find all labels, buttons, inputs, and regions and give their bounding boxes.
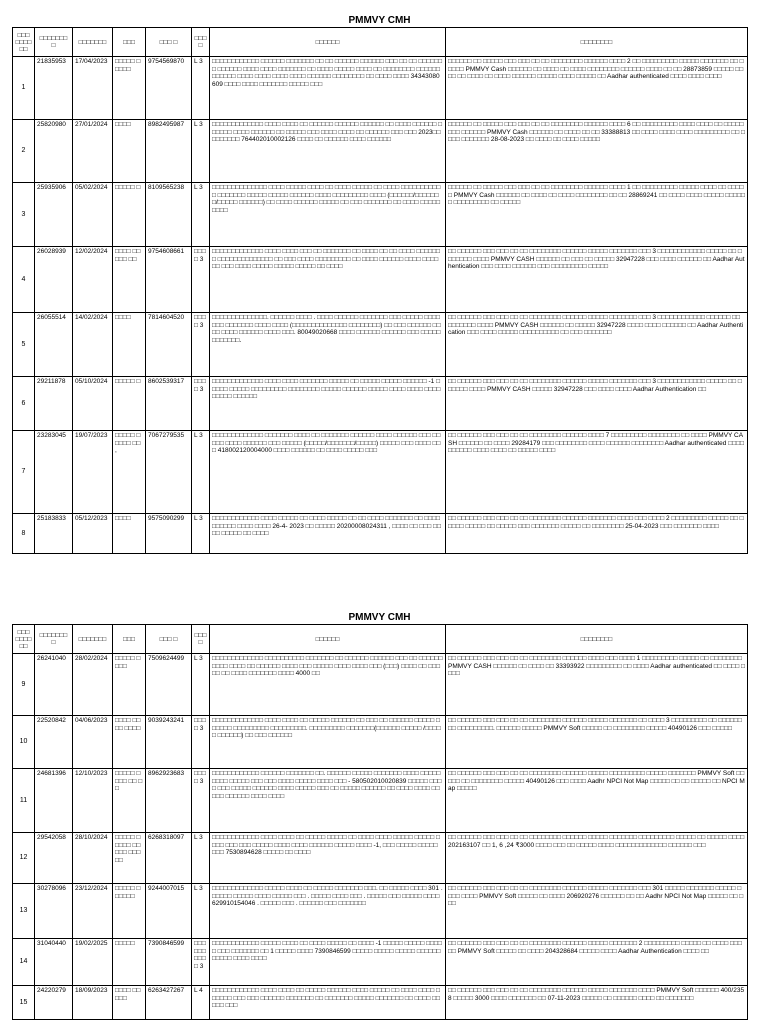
row-level: □□□ □ 3 bbox=[192, 377, 210, 431]
row-detail-text: □□□□□□□□□□□□ □□□□□□ □□□□□□□ □□. □□□□□□ □□□□□ □□□□□□□ □□□□ □□□□□ □□□□ □□□□□ □□□ □□□ □□□□ □□□□□ □□□□ □□□ - 580502010020839 □□□□□ □□□□ □□□ □□□□□ □□□□□□ □□□□ □□□□□ □□□ □□ □□□□□ □□□□□□ □□ □□□□ □□□□ □□□□□ □□□□□□ □□□□ □□□□ bbox=[212, 770, 442, 800]
table-row bbox=[13, 986, 748, 1020]
col-level: □□□ □ bbox=[192, 28, 210, 57]
row-mobile: 9754569870 bbox=[146, 57, 192, 120]
row-detail-text: □□□□□□□□□□□□□ □□□□□□□ □□□□ □□ □□□□□□□ □□□□□□ □□□□ □□□□□□ □□□ □□□□□ □□□□ □□□□□□ □□□ □□□□□ (□□□□□/□□□□□□□/□□□□□) □□□□□ □□□ □□□□ □□□ 418002120004000 □□□□ □□□□□□ □□ □□□□ □□□□□ □□□ bbox=[212, 432, 441, 454]
row-name: □□□□□ □□□□□ bbox=[113, 57, 146, 120]
row-level: L 3 bbox=[192, 57, 210, 120]
row-level: L 3 bbox=[192, 431, 210, 514]
row-date: 05/12/2023 bbox=[73, 514, 113, 554]
row-detail-text: □□□□□□□□□□□□ □□□□ □□□□ □□ □□□□□ □□□□□□ □□□□ □□□□□ □□ □□□□ □□□□ □□□□□□ □□□ □□□ □□□□□□ □□□□□□□ □□ □□□□□□□ □□□□□ □□□□□□□ □□ □□□□ □□□□□ □□□ bbox=[212, 987, 440, 1009]
col-serial: □□□ □□□□ □□ bbox=[13, 625, 35, 654]
col-name: □□□ bbox=[113, 28, 146, 57]
row-detail-text: □□□□□□□□□□□□ □□□□ □□□□□ □□ □□□□ □□□□□ □□ □□ □□□□ □□□□□□□ □□ □□□□ □□□□□□ □□□□ □□□□ 26-4- 2023 □□ □□□□□ 20200008024311 , □□□□ □□ □□□ □□□□ □□□□□ □□ □□□□ bbox=[212, 515, 441, 537]
row-id: 26241040 bbox=[35, 654, 73, 716]
row-mobile: 8982495987 bbox=[146, 120, 192, 183]
row-id: 26028939 bbox=[35, 247, 73, 313]
col-resolution: □□□□□□□□ bbox=[446, 625, 748, 654]
row-serial: 4 bbox=[13, 247, 35, 313]
header-row bbox=[13, 28, 748, 57]
row-date: 28/02/2024 bbox=[73, 654, 113, 716]
row-serial: 1 bbox=[13, 57, 35, 120]
table-row bbox=[13, 377, 748, 431]
row-id: 31040440 bbox=[35, 939, 73, 986]
col-resolution: □□□□□□□□ bbox=[446, 28, 748, 57]
row-level: □□□ □ 3 bbox=[192, 769, 210, 833]
row-level: L 3 bbox=[192, 654, 210, 716]
row-serial: 6 bbox=[13, 377, 35, 431]
row-id: 29542058 bbox=[35, 833, 73, 884]
row-detail-text: □□□□□□□□□□□□□□ □□□□ □□□□□ □□□□ □□ □□□□ □□□□□ □□ □□□□ □□□□□□□□□□□ □□□□□□□ □□□□□ □□□□□ □□□□□□ □□□□ □□□□□□□□□ □□□□ (□□□□□□/□□□□□□□/□□□□□ □□□□□□) □□ □□□□ □□□□□□ □□□□□ □□ □□□ □□□□□□□ □□ □□□□ □□□□□ □□□□ bbox=[212, 184, 441, 214]
row-detail-text: □□□□□□□□□□□□□□. □□□□□□ □□□□ . □□□□ □□□□□□ □□□□□□□ □□□ □□□□□ □□□□ □□□ □□□□□□□ □□□□ □□□□ (□□□□□□□□□□□□□□ □□□□□□□□) □□ □□□ □□□□□□ □□□□ □□□□ □□□□□□ □□□□ □□□. 80049020668 □□□□ □□□□□□ □□□□□□ □□□ □□□□□□□□□□□□. bbox=[212, 314, 441, 344]
row-name: □□□□ □□□□□ bbox=[113, 986, 146, 1020]
row-resolution bbox=[446, 986, 748, 1020]
table-row bbox=[13, 939, 748, 986]
col-level: □□□ □ bbox=[192, 625, 210, 654]
table-row bbox=[13, 514, 748, 554]
row-mobile: 8962923683 bbox=[146, 769, 192, 833]
row-mobile: 6263427267 bbox=[146, 986, 192, 1020]
row-resolution-text: □□ □□□□□□ □□□ □□□ □□ □□ □□□□□□□□ □□□□□□ □□□□□ □□□□□□□ □□□ 3 □□□□□□□□□□□□ □□□□□□ □□ □□□□□□□ □□□□ PMMVY CASH □□□□□□ □□ □□□□□ 32947228 □□□□ □□□□ □□□□□□ □□ Aadhar Authentication □□□ □□□□ □□□□□ □□□□□□□□□□ □□ □□□ □□□□□□□ bbox=[448, 314, 744, 336]
row-serial: 14 bbox=[13, 939, 35, 986]
row-detail-text: □□□□□□□□□□□□□ □□□□□□□□□□ □□□□□□□ □□ □□□□□□ □□□□□□ □□□ □□ □□□□□□ □□□□ □□□□ □□ □□□□□□ □□□□ □□□ □□□□□ □□□□ □□□□ □□□ (□□□) □□□□ □□ □□□□□ □□ □□□□ □□□□□□□ □□□□ 4000 □□ bbox=[212, 655, 443, 677]
row-resolution-text: □□ □□□□□□ □□□ □□□ □□ □□ □□□□□□□□ □□□□□□ □□□□□ □□□□□□□ □□□ 301 □□□□□ □□□□□□□ □□□□□ □□□□ □□□□ PMMVY Soft □□□□□ □□ □□□□ 206920276 □□□□□□ □□ □□ Aadhr NPCI Not Map □□□□□ □□ □□□ bbox=[448, 885, 744, 907]
row-mobile: 9754608661 bbox=[146, 247, 192, 313]
row-detail-text: □□□□□□□□□□□□ □□□□□ □□□□ □□ □□□□ □□□□□ □□ □□□□ -1 □□□□□ □□□□□ □□□□□ □□□ □□□□□□□ □□ 1 □□□□□ □□□□ 7390846599 □□□□□ □□□□□ □□□□□ □□□□□□ □□□□□ □□□□ □□□□ bbox=[212, 940, 442, 962]
col-serial: □□□ □□□□ □□ bbox=[13, 28, 35, 57]
row-resolution-text: □□□□□□ □□ □□□□□ □□□ □□□ □□ □□ □□□□□□□□ □□□□□□ □□□□ 6 □□ □□□□□□□□□ □□□□ □□□□ □□ □□□□□□□□ □□□□□□ PMMVY Cash □□□□□□ □□ □□□□ □□ □□ 33388813 □□ □□□□ □□□□ □□□□ □□□□□□□□□ □□ □□□□ □□□□□□□ 28-08-2023 □□ □□□□ □□ □□□□ □□□□□ bbox=[448, 121, 745, 143]
row-serial: 15 bbox=[13, 986, 35, 1020]
row-mobile: 9575090299 bbox=[146, 514, 192, 554]
row-resolution bbox=[446, 654, 748, 716]
table-row bbox=[13, 769, 748, 833]
row-detail bbox=[210, 377, 446, 431]
row-name: □□□□ □□□□□ □□ bbox=[113, 247, 146, 313]
table-row bbox=[13, 120, 748, 183]
row-name: □□□□□ □ bbox=[113, 377, 146, 431]
row-resolution bbox=[446, 377, 748, 431]
row-mobile: 8109565238 bbox=[146, 183, 192, 247]
row-level: L 4 bbox=[192, 986, 210, 1020]
row-detail-text: □□□□□□□□□□□□□ □□□□□ □□□□ □□ □□□□□ □□□□□□□ □□□. □□ □□□□□ □□□□ 301 . □□□□□ □□□□□ □□□□ □□□□□ □□□ . □□□□□ □□□□ □□□ . □□□□□ □□□ □□□□□ □□□□ 629910154046 . □□□□□ □□□ . □□□□□□ □□□ □□□□□□□ bbox=[212, 885, 443, 907]
row-id: 29211878 bbox=[35, 377, 73, 431]
row-resolution bbox=[446, 431, 748, 514]
row-detail-text: □□□□□□□□□□□□□ □□□□ □□□□ □□□ □□ □□□□□□□ □□ □□□□ □□ □□ □□□□ □□□□□□□ □□□□□□□□□□□□□□ □□ □□□ □□□□ □□□□□□□□□ □□ □□□□ □□□□□□ □□□□ □□□□ □□ □□□ □□□□ □□□□□ □□□□□ □□□□□ □□ □□□□ bbox=[212, 248, 440, 270]
row-detail bbox=[210, 939, 446, 986]
table-row bbox=[13, 833, 748, 884]
row-serial: 8 bbox=[13, 514, 35, 554]
col-complaint-detail: □□□□□□ bbox=[210, 625, 446, 654]
row-resolution bbox=[446, 57, 748, 120]
row-resolution-text: □□ □□□□□□ □□□ □□□ □□ □□ □□□□□□□□ □□□□□□ □□□□□ □□□□□□□ □□□□□□□□□ □□□□□ □□ □□□□□ □□□□ 202163107 □□ 1, 6 ,24 ₹3000 □□□□ □□□ □□ □□□□□ □□□□ □□□□□□□□□□□□□ □□□□□□ □□□ bbox=[448, 834, 745, 849]
row-date: 28/10/2024 bbox=[73, 833, 113, 884]
col-mobile: □□□ □ bbox=[146, 28, 192, 57]
row-detail bbox=[210, 986, 446, 1020]
row-resolution bbox=[446, 769, 748, 833]
row-resolution bbox=[446, 183, 748, 247]
row-name: □□□□□ □□□□□ □□□□□ □□□ □□ bbox=[113, 833, 146, 884]
row-detail bbox=[210, 120, 446, 183]
table-row bbox=[13, 431, 748, 514]
row-level: L 3 bbox=[192, 514, 210, 554]
row-date: 04/06/2023 bbox=[73, 716, 113, 769]
row-serial: 13 bbox=[13, 884, 35, 939]
row-resolution-text: □□ □□□□□□ □□□ □□□ □□ □□ □□□□□□□□ □□□□□□ □□□□□ □□□□□□□ □□□ 3 □□□□□□□□□□□□ □□□□□ □□ □□□□□□ □□□□ PMMVY CASH □□□□□ 32947228 □□□ □□□□ □□□□ Aadhar Authentication □□ bbox=[448, 378, 742, 393]
row-detail-text: □□□□□□□□□□□□□ □□□□ □□□□ □□□□□□□ □□□□□ □□ □□□□□ □□□□□ □□□□□□ -1 □□□□□ □□□□□ □□□□□□□□□ □□□□□□□□ □□□□□ □□□□□□ □□□□□ □□□□ □□□□ □□□□ □□□□□ □□□□□□ bbox=[212, 378, 441, 400]
row-detail-text: □□□□□□□□□□□□ □□□□□□ □□□□□□□ □□ □□ □□□□□□ □□□□□□ □□□ □□ □□ □□□□□□□ □□□□□□ □□□□ □□□□ □□□□□□□ □□ □□□□ □□□□□ □□□□ □□ □□□□□□□□ □□□□□□ □□□□□□ □□□□ □□□□ □□□□ □□□□ □□□□□□ □□□□□□□□ □□ □□□□ □□□□ 34343080609 □□□□ □□□□ □□□□□□□ □□□□□ □□□ bbox=[212, 58, 443, 88]
complaints-table bbox=[12, 27, 748, 554]
row-level: □□□ □ 3 bbox=[192, 313, 210, 377]
row-id: 26055514 bbox=[35, 313, 73, 377]
row-id: 24681396 bbox=[35, 769, 73, 833]
col-complaint-id: □□□□□□□ □ bbox=[35, 28, 73, 57]
row-detail bbox=[210, 431, 446, 514]
row-serial: 5 bbox=[13, 313, 35, 377]
row-date: 12/02/2024 bbox=[73, 247, 113, 313]
row-resolution-text: □□ □□□□□□ □□□ □□□ □□ □□ □□□□□□□□ □□□□□□ □□□□□□□ □□□□ □□□ □□□□ 2 □□□□□□□□□ □□□□□ □□ □□□□□ □□□□□ □□ □□□□□ □□□ □□□□□□□ □□□□□ □□ □□□□□□□□ 25-04-2023 □□□ □□□□□□□ □□□□ bbox=[448, 515, 744, 530]
row-id: 22520842 bbox=[35, 716, 73, 769]
row-date: 05/10/2024 bbox=[73, 377, 113, 431]
page-title: PMMVY CMH bbox=[348, 612, 411, 623]
row-resolution bbox=[446, 716, 748, 769]
row-date: 27/01/2024 bbox=[73, 120, 113, 183]
row-serial: 7 bbox=[13, 431, 35, 514]
row-serial: 2 bbox=[13, 120, 35, 183]
col-complaint-id: □□□□□□□ □ bbox=[35, 625, 73, 654]
row-resolution bbox=[446, 884, 748, 939]
row-detail bbox=[210, 884, 446, 939]
table-row bbox=[13, 57, 748, 120]
table-row bbox=[13, 884, 748, 939]
row-detail-text: □□□□□□□□□□□□ □□□□ □□□□ □□ □□□□□ □□□□□ □□ □□□□ □□□□ □□□□□ □□□□□ □□□□ □□□ □□□ □□□□□ □□□□ □□□□ □□□□□□ □□□□□ □□□□ -1, □□□ □□□□□ □□□□□ □□□ 7530894628 □□□□□ □□ □□□□ bbox=[212, 834, 440, 856]
complaints-table bbox=[12, 624, 748, 1020]
row-resolution-text: □□□□□□ □□ □□□□□ □□□ □□□ □□ □□ □□□□□□□□ □□□□□□ □□□□ 2 □□ □□□□□□□□□ □□□□□ □□□□□□□ □□ □□□□□ PMMVY Cash □□□□□□ □□ □□□□ □□ □□□□ □□□□□□□□ □□□□□□ □□□□ □□ □□ 28873859 □□□□□ □□□□ □□ □□□□ □□ □□□□ □□□□□□ □□□□□ □□□□ □□□□□ □□ Aadhar authenticated □□□□ □□□□ □□□□ bbox=[448, 58, 744, 80]
header-row bbox=[13, 625, 748, 654]
row-resolution-text: □□ □□□□□□ □□□ □□□ □□ □□ □□□□□□□□ □□□□□□ □□□□□ □□□□□□□□□ □□□□□ □□□□□□□ PMMVY Soft □□□□□ □□ □□□□□□□□ □□□□□ 40490126 □□□ □□□□ Aadhr NPCI Not Map □□□□□ □□ □□ □□□□□ □□ NPCI Map □□□□□ bbox=[448, 770, 745, 792]
row-date: 17/04/2023 bbox=[73, 57, 113, 120]
row-detail bbox=[210, 313, 446, 377]
row-mobile: 9244007015 bbox=[146, 884, 192, 939]
row-resolution-text: □□ □□□□□□ □□□ □□□ □□ □□ □□□□□□□□ □□□□□□ □□□□ 7 □□□□□□□□□ □□□□□□□□ □□ □□□□ PMMVY CASH □□□□□□ □□ □□□□ 29284179 □□□ □□□□□□□□ □□□□ □□□□□□ □□□□□□□□ Aadhar authenticated □□□□ □□□□□□ □□□□ □□□□ □□ □□□□□ □□□□ bbox=[448, 432, 744, 454]
row-mobile: 8602539317 bbox=[146, 377, 192, 431]
row-detail bbox=[210, 654, 446, 716]
page-1 bbox=[12, 14, 747, 554]
row-resolution bbox=[446, 313, 748, 377]
row-date: 19/02/2025 bbox=[73, 939, 113, 986]
col-date: □□□□□□□ bbox=[73, 28, 113, 57]
row-detail bbox=[210, 183, 446, 247]
row-name: □□□□□ □□□□ bbox=[113, 654, 146, 716]
row-name: □□□□ □□□□ □□□□ bbox=[113, 716, 146, 769]
row-level: □□□ □ 3 bbox=[192, 247, 210, 313]
row-resolution-text: □□ □□□□□□ □□□ □□□ □□ □□ □□□□□□□□ □□□□□□ □□□□□ □□□□□□□ □□□ 3 □□□□□□□□□□□□ □□□□□ □□ □□□□□□□ □□□□ PMMVY CASH □□□□□□ □□ □□□ □□ □□□□□ 32947228 □□□ □□□□ □□□□□□ □□ Aadhar Authentication □□□ □□□□ □□□□□□ □□□ □□□□□□□□□ □□□□□ bbox=[448, 248, 745, 270]
row-name: □□□□□ □□□□□□ bbox=[113, 884, 146, 939]
row-id: 23283045 bbox=[35, 431, 73, 514]
row-name: □□□□ bbox=[113, 514, 146, 554]
row-id: 25820980 bbox=[35, 120, 73, 183]
row-name: □□□□□ bbox=[113, 939, 146, 986]
row-name: □□□□ bbox=[113, 313, 146, 377]
row-id: 21835953 bbox=[35, 57, 73, 120]
row-detail-text: □□□□□□□□□□□□□ □□□□ □□□□ □□ □□□□□□ □□□□□□ □□□□□□ □□ □□□□ □□□□□□ □□□□□□ □□□□ □□□□□□ □□ □□□□□ □□□ □□□□ □□□□ □□ □□□□□□ □□□ □□□ 2023□□□□□□□□□ 764402010002126 □□□□ □□ □□□□□□ □□□□ □□□□□□ bbox=[212, 121, 443, 143]
row-detail bbox=[210, 716, 446, 769]
row-serial: 9 bbox=[13, 654, 35, 716]
row-name: □□□□□ □ bbox=[113, 183, 146, 247]
row-detail bbox=[210, 833, 446, 884]
table-row bbox=[13, 183, 748, 247]
row-mobile: 7509624499 bbox=[146, 654, 192, 716]
row-detail bbox=[210, 769, 446, 833]
table-row bbox=[13, 313, 748, 377]
row-resolution-text: □□ □□□□□□ □□□ □□□ □□ □□ □□□□□□□□ □□□□□□ □□□□ □□□ □□□□ 1 □□□□□□□□□ □□□□□ □□ □□□□□□□□ PMMVY CASH □□□□□□ □□ □□□□ □□ 33393922 □□□□□□□□□ □□ □□□□ Aadhar authenticated □□ □□□□ □□□□ bbox=[448, 655, 745, 677]
col-complaint-detail: □□□□□□ bbox=[210, 28, 446, 57]
row-level: □□□ □□□ □□□ □ 3 bbox=[192, 939, 210, 986]
row-name: □□□□ bbox=[113, 120, 146, 183]
row-serial: 11 bbox=[13, 769, 35, 833]
row-date: 19/07/2023 bbox=[73, 431, 113, 514]
row-level: L 3 bbox=[192, 884, 210, 939]
col-name: □□□ bbox=[113, 625, 146, 654]
row-id: 24220279 bbox=[35, 986, 73, 1020]
row-date: 05/02/2024 bbox=[73, 183, 113, 247]
row-level: L 3 bbox=[192, 120, 210, 183]
col-mobile: □□□ □ bbox=[146, 625, 192, 654]
row-mobile: 6268318097 bbox=[146, 833, 192, 884]
row-detail bbox=[210, 247, 446, 313]
row-resolution bbox=[446, 514, 748, 554]
row-serial: 10 bbox=[13, 716, 35, 769]
row-mobile: 7390846599 bbox=[146, 939, 192, 986]
row-date: 14/02/2024 bbox=[73, 313, 113, 377]
row-level: L 3 bbox=[192, 183, 210, 247]
row-name: □□□□□ □□□□□ □□ , bbox=[113, 431, 146, 514]
row-id: 25183833 bbox=[35, 514, 73, 554]
page-2 bbox=[12, 611, 747, 1020]
row-id: 25935906 bbox=[35, 183, 73, 247]
row-mobile: 7814604520 bbox=[146, 313, 192, 377]
row-resolution-text: □□□□□□ □□ □□□□□ □□□ □□□ □□ □□ □□□□□□□□ □□□□□□ □□□□ 1 □□ □□□□□□□□□ □□□□□ □□□□ □□ □□□□□ PMMVY Cash □□□□□□ □□ □□□□ □□ □□□□ □□□□□□□□ □□ □□ 28869241 □□ □□□□ □□□□ □□□□□ □□□□□□ □□□□□□□□□ □□ □□□□□ bbox=[448, 184, 745, 206]
row-serial: 12 bbox=[13, 833, 35, 884]
row-name: □□□□□ □□□□ □□ □□ bbox=[113, 769, 146, 833]
row-level: L 3 bbox=[192, 833, 210, 884]
row-serial: 3 bbox=[13, 183, 35, 247]
row-mobile: 7067279535 bbox=[146, 431, 192, 514]
row-detail bbox=[210, 57, 446, 120]
row-date: 23/12/2024 bbox=[73, 884, 113, 939]
table-row bbox=[13, 247, 748, 313]
col-date: □□□□□□□ bbox=[73, 625, 113, 654]
row-date: 12/10/2023 bbox=[73, 769, 113, 833]
row-detail-text: □□□□□□□□□□□□□ □□□□ □□□□ □□ □□□□□ □□□□□□ □□ □□□ □□ □□□□□□ □□□□□ □□□□□□ □□□□□□□□□ □□□□□□□□□. □□□□□□□□□ □□□□□□□(□□□□□□ □□□□□ /□□□□□ □□□□□□) □□ □□□ □□□□□□ bbox=[212, 717, 441, 739]
row-detail bbox=[210, 514, 446, 554]
row-date: 18/09/2023 bbox=[73, 986, 113, 1020]
row-id: 30278096 bbox=[35, 884, 73, 939]
row-resolution bbox=[446, 939, 748, 986]
page-title: PMMVY CMH bbox=[348, 15, 411, 26]
row-resolution-text: □□ □□□□□□ □□□ □□□ □□ □□ □□□□□□□□ □□□□□□ □□□□□ □□□□□□□ □□ □□□□ 3 □□□□□□□□□ □□ □□□□□□□□ □□□□□□□□□. □□□□□□ □□□□□ PMMVY Soft □□□□□ □□ □□□□□□□□ □□□□□ 40490126 □□□ □□□□□ bbox=[448, 717, 742, 732]
row-level: □□□ □ 3 bbox=[192, 716, 210, 769]
row-resolution bbox=[446, 833, 748, 884]
row-resolution bbox=[446, 120, 748, 183]
row-resolution bbox=[446, 247, 748, 313]
table-row bbox=[13, 654, 748, 716]
row-mobile: 9039243241 bbox=[146, 716, 192, 769]
row-resolution-text: □□ □□□□□□ □□□ □□□ □□ □□ □□□□□□□□ □□□□□□ □□□□□ □□□□□□□ 2 □□□□□□□□□ □□□□□ □□ □□□□ □□□□□ PMMVY Soft □□□□□ □□ □□□□ 204328684 □□□□□ □□□□ Aadhar Authentication □□□□ □□ bbox=[448, 940, 742, 955]
table-row bbox=[13, 716, 748, 769]
row-resolution-text: □□ □□□□□□ □□□ □□□ □□ □□ □□□□□□□□ □□□□□□ □□□□□ □□□□□□□ □□□□ PMMVY Soft □□□□□□ 400/2358 □□□□□ 3000 □□□□ □□□□□□□ □□ 07-11-2023 □□□□□ □□ □□□□□□ □□□□ □□ □□□□□□□ bbox=[448, 987, 745, 1002]
